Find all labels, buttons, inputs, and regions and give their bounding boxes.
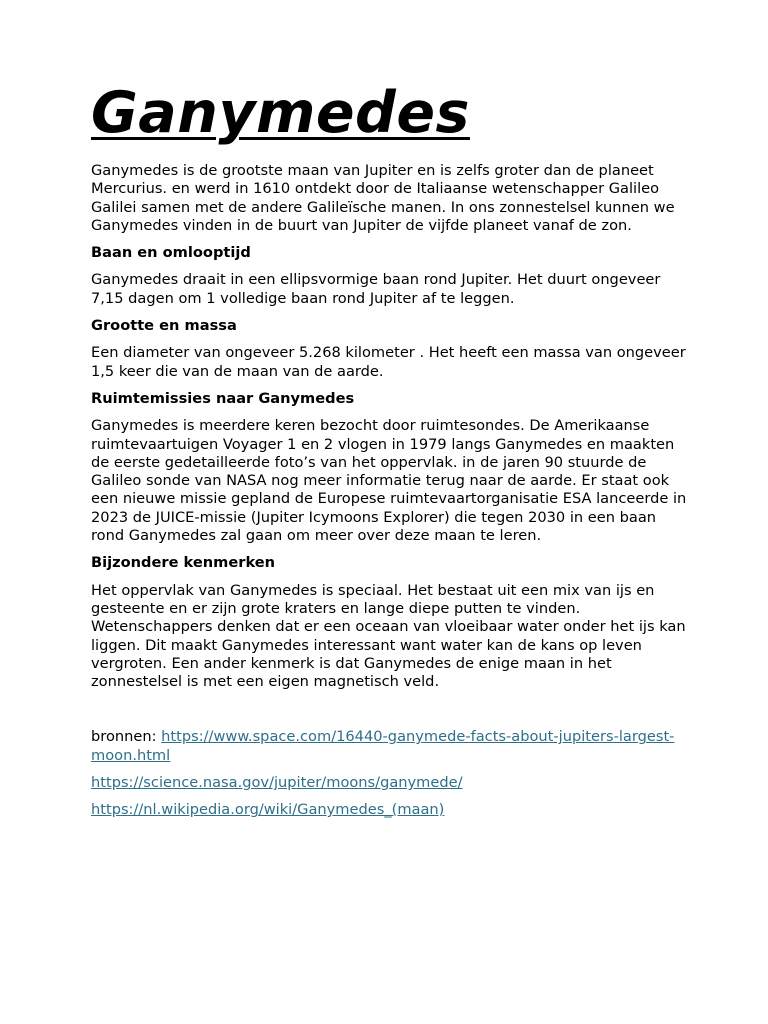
section-heading-features: Bijzondere kenmerken (91, 554, 276, 572)
document-page (91, 80, 691, 829)
section-text-features: Het oppervlak van Ganymedes is speciaal. Het bestaat uit een mix van ijs en gesteente en er zijn grote kraters en lange diepe putten te vinden. Wetenschappers denken dat er een oceaan van vloeibaar water onder het ijs kan liggen. Dit maakt Ganymedes interessant want water kan de kans op leven vergroten. Een ander kenmerk is dat Ganymedes de enige maan in het zonnestelsel is met een eigen magnetisch veld. (91, 581, 686, 691)
document-title: Ganymedes (91, 80, 470, 146)
section-text-missions: Ganymedes is meerdere keren bezocht door ruimtesondes. De Amerikaanse ruimtevaartuigen Voyager 1 en 2 vlogen in 1979 langs Ganymedes en maakten de eerste gedetailleerde foto’s van het oppervlak. in de jaren 90 stuurde de Galileo sonde van NASA nog meer informatie terug naar de aarde. Er staat ook een nieuwe missie gepland de Europese ruimtevaartorganisatie ESA lanceerde in 2023 de JUICE-missie (Jupiter Icymoons Explorer) die tegen 2030 in een baan rond Ganymedes zal gaan om meer over deze maan te leren. (91, 417, 687, 545)
source-link-wikipedia[interactable]: https://nl.wikipedia.org/wiki/Ganymedes_(maan) (91, 801, 445, 819)
source-link-nasa[interactable]: https://science.nasa.gov/jupiter/moons/ganymede/ (91, 774, 463, 792)
source-link-space[interactable]: https://www.space.com/16440-ganymede-facts-about-jupiters-largest-moon.html (91, 728, 675, 764)
section-text-orbit: Ganymedes draait in een ellipsvormige baan rond Jupiter. Het duurt ongeveer 7,15 dagen om 1 volledige baan rond Jupiter af te leggen. (91, 271, 661, 307)
section-text-size: Een diameter van ongeveer 5.268 kilometer . Het heeft een massa van ongeveer 1,5 keer die van de maan van de aarde. (91, 344, 686, 380)
sources-label: bronnen: (91, 728, 162, 746)
intro-paragraph: Ganymedes is de grootste maan van Jupiter en is zelfs groter dan de planeet Mercurius. en werd in 1610 ontdekt door de Italiaanse wetenschapper Galileo Galilei samen met de andere Galileïsche manen. In ons zonnestelsel kunnen we Ganymedes vinden in de buurt van Jupiter de vijfde planeet vanaf de zon. (91, 162, 675, 234)
section-heading-size: Grootte en massa (91, 317, 237, 335)
source-line-3 (91, 801, 691, 819)
blank-line (91, 700, 691, 728)
section-heading-missions: Ruimtemissies naar Ganymedes (91, 389, 355, 407)
source-line-2 (91, 774, 691, 792)
section-heading-orbit: Baan en omlooptijd (91, 244, 251, 262)
source-line-1 (91, 728, 691, 765)
sources-list (91, 728, 691, 819)
